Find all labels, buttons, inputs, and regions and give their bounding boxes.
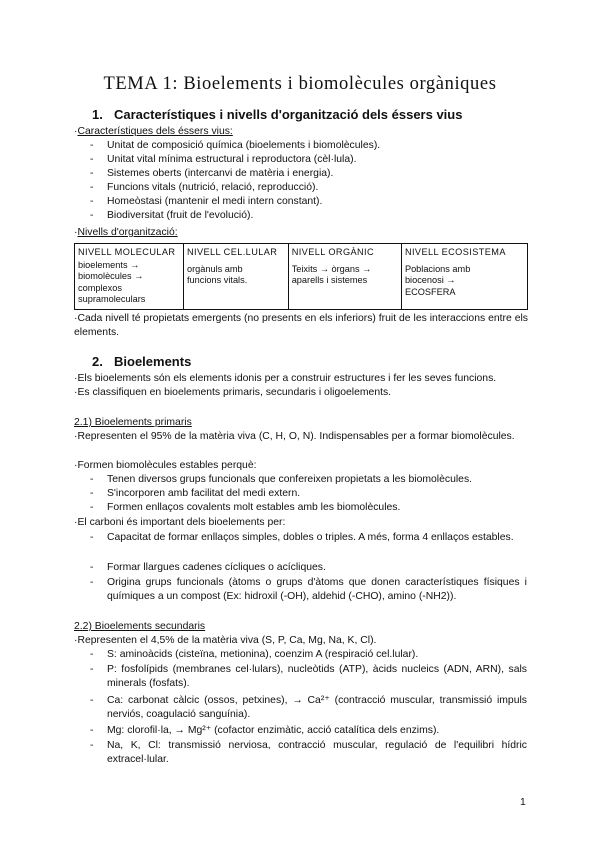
primaris-stable-label: ·Formen biomolècules estables perquè:	[74, 460, 257, 471]
list-item: - Funcions vitals (nutrició, relació, reproducció).	[90, 182, 319, 193]
list-item: - Formar llargues cadenes cícliques o acícliques.	[90, 562, 326, 573]
levels-label: ·Nivells d'organització:	[74, 227, 178, 238]
list-item: - Unitat de composició química (bioelements i biomolècules).	[90, 140, 381, 151]
secundaris-heading: 2.2) Bioelements secundaris	[74, 621, 206, 632]
level-cell-organic: NIVELL ORGÀNIC Teixits → òrgans → aparells i sistemes	[288, 244, 401, 310]
list-item: - Sistemes oberts (intercanvi de matèria i energia).	[90, 168, 334, 179]
page-number: 1	[520, 797, 526, 808]
list-item: - Formen enllaços covalents molt estables amb les biomolècules.	[90, 502, 401, 513]
organization-levels-table	[74, 243, 528, 310]
list-item: - P: fosfolípids (membranes cel·lulars), nucleòtids (ATP), àcids nucleics (ADN, ARN), sals minerals (fosfats).	[90, 664, 527, 689]
list-item: - Homeòstasi (mantenir el medi intern constant).	[90, 196, 323, 207]
levels-note: ·Cada nivell té propietats emergents (no presents en els inferiors) fruit de les interaccions entre els elements.	[74, 313, 528, 338]
list-item: - Ca: carbonat càlcic (ossos, petxines), → Ca²⁺ (contracció muscular, transmissió impuls nerviós, coagulació sanguínia).	[90, 695, 527, 720]
section1-number: 1.	[92, 107, 103, 122]
secundaris-represent: ·Representen el 4,5% de la matèria viva (S, P, Ca, Mg, Na, K, Cl).	[74, 635, 377, 646]
section2-heading	[92, 354, 191, 369]
section2-number: 2.	[92, 354, 103, 369]
level-cell-molecular: NIVELL MOLECULAR bioelements → biomolècules → complexos supramoleculars	[75, 244, 184, 310]
characteristics-label: ·Característiques dels éssers vius:	[74, 126, 233, 137]
level-cell-ecosystem: NIVELL ECOSISTEMA Poblacions amb biocenosi → ECOSFERA	[401, 244, 527, 310]
list-item: - Tenen diversos grups funcionals que confereixen propietats a les biomolècules.	[90, 474, 473, 485]
list-item: - Na, K, Cl: transmissió nerviosa, contracció muscular, regulació de l'equilibri hídric extracel·lular.	[90, 740, 527, 765]
section2-heading-text: Bioelements	[114, 354, 192, 369]
section1-heading-text: Característiques i nivells d'organització dels éssers vius	[114, 107, 463, 122]
section1-heading	[92, 107, 462, 122]
list-item: - S: aminoàcids (cisteïna, metionina), coenzim A (respiració cel.lular).	[90, 649, 419, 660]
primaris-represent: ·Representen el 95% de la matèria viva (C, H, O, N). Indispensables per a formar biomolècules.	[74, 431, 515, 442]
list-item: - Biodiversitat (fruit de l'evolució).	[90, 210, 254, 221]
list-item: - S'incorporen amb facilitat del medi extern.	[90, 488, 301, 499]
list-item: - Unitat vital mínima estructural i reproductora (cèl·lula).	[90, 154, 357, 165]
primaris-carbon-label: ·El carboni és important dels bioelements per:	[74, 517, 286, 528]
list-item: - Capacitat de formar enllaços simples, dobles o triples. A més, forma 4 enllaços estables.	[90, 532, 514, 543]
level-cell-cellular: NIVELL CEL.LULAR orgànuls amb funcions vitals.	[183, 244, 288, 310]
list-item: - Mg: clorofil·la, → Mg²⁺ (cofactor enzimàtic, acció catalítica dels enzims).	[90, 725, 440, 736]
list-item: - Origina grups funcionals (àtoms o grups d'àtoms que donen característiques físiques i químiques a un compost (Ex: hidroxil (-OH), aldehid (-CHO), amino (-NH2)).	[90, 577, 527, 602]
primaris-heading: 2.1) Bioelements primaris	[74, 417, 192, 428]
bioelements-intro-1: ·Els bioelements són els elements idonis per a construir estructures i fer les seves funcions.	[74, 373, 497, 384]
bioelements-intro-2: ·Es classifiquen en bioelements primaris, secundaris i oligoelements.	[74, 387, 392, 398]
page-title: TEMA 1: Bioelements i biomolècules orgàniques	[103, 74, 497, 94]
